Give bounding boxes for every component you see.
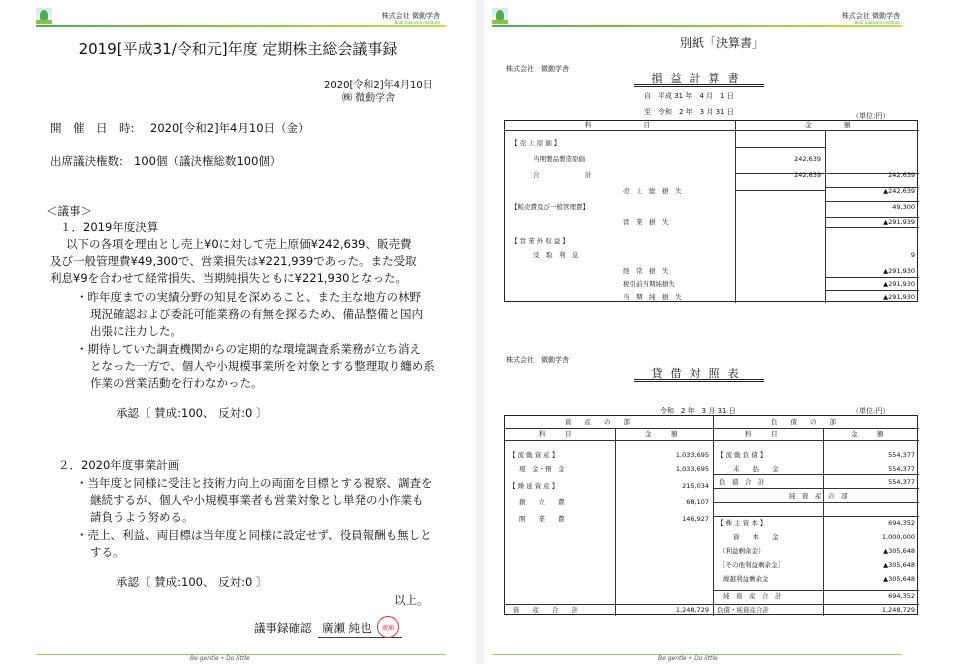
pl-row-col1: 242,639 [794, 155, 821, 163]
pl-row-label: 受 取 利 息 [533, 251, 579, 259]
bs-item-header: 科 目 [539, 430, 572, 438]
bs-net-total-value: 694,352 [888, 592, 915, 600]
bs-net-value: 694,352 [888, 519, 915, 527]
item1-heading: １．2019年度決算 [60, 220, 159, 234]
bs-title: 貸借対照表 [651, 367, 747, 380]
pl-period-to: 至 令和 2 年 3 月 31 日 [644, 108, 734, 116]
bs-net-label: （利益剰余金） [719, 547, 765, 555]
footer-motto: Be gentle • Do little [658, 655, 718, 662]
bs-unit: （単位:円） [852, 407, 890, 415]
meeting-date-label: 開 催 日 時: [50, 121, 135, 135]
pl-row-col2: ▲291,939 [883, 218, 915, 226]
bs-title-underline [634, 379, 764, 382]
company-subtitle: Bidō Gakusha Institute [394, 20, 440, 25]
bs-asset-value: 215,034 [682, 482, 709, 490]
seal-stamp-icon: 廣瀬 [377, 616, 399, 638]
footer-motto: Be gentle • Do little [190, 655, 250, 662]
item2-bullet2-line-1: ・売上、利益、両目標は当年度と同様に設定せず、役員報酬も無しと [76, 528, 432, 542]
minutes-page [0, 0, 476, 664]
pl-row-col2: ▲291,930 [883, 267, 915, 275]
bs-net-label: 繰越利益剰余金 [723, 575, 769, 583]
item2-heading: ２．2020年度事業計画 [58, 458, 180, 472]
bs-net-header: 純 資 産 の 部 [789, 492, 848, 500]
item1-bullet2-line-3: 作業の営業活動を行わなかった。 [90, 376, 263, 390]
bs-liab-label: 未 払 金 [733, 465, 779, 473]
bs-liab-total-label: 負 債 合 計 [719, 478, 765, 486]
bs-net-value: 1,000,000 [881, 533, 915, 541]
financial-statements-page [484, 0, 960, 664]
pl-row-label: 経 常 損 失 [623, 267, 669, 275]
header-rule [36, 25, 446, 27]
item1-line-1: 以下の各項を理由とし売上¥0に対して売上原価¥242,639、販売費 [66, 237, 412, 251]
bs-asset-label: 【 繰 延 資 産 】 [509, 482, 559, 490]
bs-amount-header: 金 額 [851, 430, 884, 438]
item2-bullet2-line-2: する。 [90, 545, 125, 559]
pl-row-col2: 49,300 [892, 203, 915, 211]
bs-assets-header: 資 産 の 部 [565, 418, 630, 426]
pl-row-col2: 242,639 [888, 171, 915, 179]
pl-row-label: 税引前当期純損失 [623, 280, 675, 288]
signature-label: 議事録確認 [254, 621, 312, 635]
meeting-date-value: 2020[令和2]年4月10日（金） [150, 121, 310, 135]
item1-bullet1-line-1: ・昨年度までの実績分野の知見を深めること、また主な地方の林野 [76, 290, 421, 304]
company-name: 株式会社 微動学舎 [841, 12, 900, 20]
company-subtitle: Bidō Gakusha Institute [854, 20, 900, 25]
attachment-title: 別紙「決算書」 [679, 36, 764, 50]
pl-row-label: 当期製品製造原価 [533, 155, 585, 163]
pl-title-underline [634, 84, 764, 87]
pl-row-label: 【 営 業 外 収 益 】 [511, 237, 569, 245]
item1-bullet1-line-3: 出張に注力した。 [90, 324, 182, 338]
pl-row-label: 合 計 [533, 171, 592, 179]
pl-row-label: 売 上 総 損 失 [623, 187, 682, 195]
bs-company: 株式会社 微動学舎 [506, 356, 569, 364]
bs-item-header: 科 目 [745, 430, 778, 438]
bs-asset-label: 【 流 動 資 産 】 [509, 451, 559, 459]
pl-title: 損益計算書 [651, 72, 747, 85]
pl-row-col2: ▲242,639 [883, 187, 915, 195]
pl-row-label: 【 売 上 原 価 】 [511, 139, 561, 147]
pl-header-amount: 金 額 [805, 121, 851, 129]
approval-2: 承認〔 賛成:100、 反対:0 〕 [116, 575, 268, 589]
bs-liab-label: 【 流 動 負 債 】 [717, 451, 767, 459]
pl-row-col2: ▲291,930 [883, 280, 915, 288]
pl-row-label: 当 期 純 損 失 [623, 293, 682, 301]
signature-name: 廣瀬 純也 [322, 621, 372, 635]
bs-asset-value: 68,107 [686, 498, 709, 506]
bs-table [504, 415, 918, 615]
bs-asset-value: 1,033,695 [675, 451, 709, 459]
item1-bullet2-line-2: となった一方で、個人や小規模事業所を対象とする整理取り纏め系 [90, 359, 435, 373]
minutes-title: 2019[平成31/令和元]年度 定期株主総会議事録 [78, 40, 398, 58]
header-rule [492, 25, 902, 27]
minutes-date: 2020[令和2]年4月10日 [324, 80, 433, 91]
bs-date: 令和 2 年 3 月 31 日 [660, 407, 736, 415]
pl-row-col2: 9 [910, 251, 915, 259]
bs-liab-grand-total-label: 負債・純資産合計 [717, 606, 769, 614]
item1-bullet1-line-2: 現況確認および委託可能業務の有無を探るため、備品整備と国内 [90, 307, 424, 321]
bs-asset-label: 創 立 費 [519, 498, 565, 506]
bs-net-value: ▲305,648 [883, 547, 915, 555]
pl-row-col2: ▲291,930 [883, 293, 915, 301]
bs-net-value: ▲305,648 [883, 561, 915, 569]
bs-assets-total-label: 資 産 合 計 [513, 606, 578, 614]
pl-row-label: 営 業 損 失 [623, 218, 669, 226]
bs-liab-value: 554,377 [888, 451, 915, 459]
bs-net-label: 資 本 金 [733, 533, 779, 541]
page-gap [476, 0, 484, 664]
agenda-heading: ＜議事＞ [46, 204, 92, 218]
bs-amount-header: 金 額 [645, 430, 678, 438]
item1-line-2: 及び一般管理費¥49,300で、営業損失は¥221,939であった。また受取 [50, 254, 417, 268]
bs-assets-total-value: 1,248,729 [675, 606, 709, 614]
bs-liab-header: 負 債 の 部 [771, 418, 836, 426]
item1-bullet2-line-1: ・期待していた調査機関からの定期的な環境調査系業務が立ち消え [76, 342, 421, 356]
pl-unit: （単位:円） [852, 112, 890, 120]
pl-table [504, 120, 918, 302]
bs-net-total-label: 純 資 産 合 計 [723, 592, 782, 600]
votes-label: 出席議決権数: [50, 154, 123, 168]
bs-asset-label: 現 金・預 金 [519, 465, 565, 473]
bs-asset-label: 開 業 費 [519, 515, 565, 523]
company-logo-icon [492, 8, 508, 24]
votes-value: 100個（議決権総数100個） [134, 154, 282, 168]
closing-text: 以上。 [394, 593, 429, 607]
bs-liab-total-value: 554,377 [888, 478, 915, 486]
bs-asset-value: 1,033,695 [675, 465, 709, 473]
bs-asset-value: 146,927 [682, 515, 709, 523]
item2-bullet1-line-3: 請負うよう努める。 [90, 510, 194, 524]
bs-liab-value: 554,377 [888, 465, 915, 473]
minutes-org: ㈱ 微動学舎 [342, 93, 396, 104]
approval-1: 承認〔 賛成:100、 反対:0 〕 [116, 406, 268, 420]
bs-net-label: ［その他利益剰余金］ [719, 561, 784, 569]
pl-company: 株式会社 微動学舎 [506, 65, 569, 73]
company-name: 株式会社 微動学舎 [381, 12, 440, 20]
company-logo-icon [36, 8, 52, 24]
pl-row-label: 【販売費及び一般管理費】 [511, 203, 589, 211]
pl-period-from: 自 平成 31 年 4 月 1 日 [644, 92, 734, 100]
item1-line-3: 利息¥9を合わせて経常損失、当期純損失ともに¥221,930となった。 [50, 271, 408, 285]
bs-liab-grand-total-value: 1,248,729 [881, 606, 915, 614]
bs-net-value: ▲305,648 [883, 575, 915, 583]
pl-row-col1: 242,639 [794, 171, 821, 179]
bs-net-label: 【 株 主 資 本 】 [717, 519, 767, 527]
item2-bullet1-line-2: 継続するが、個人や小規模事業者も営業対象とし単発の小作業も [90, 493, 424, 507]
item2-bullet1-line-1: ・当年度と同様に受注と技術力向上の両面を目標とする視察、調査を [76, 476, 433, 490]
pl-header-item: 科 目 [585, 121, 650, 129]
